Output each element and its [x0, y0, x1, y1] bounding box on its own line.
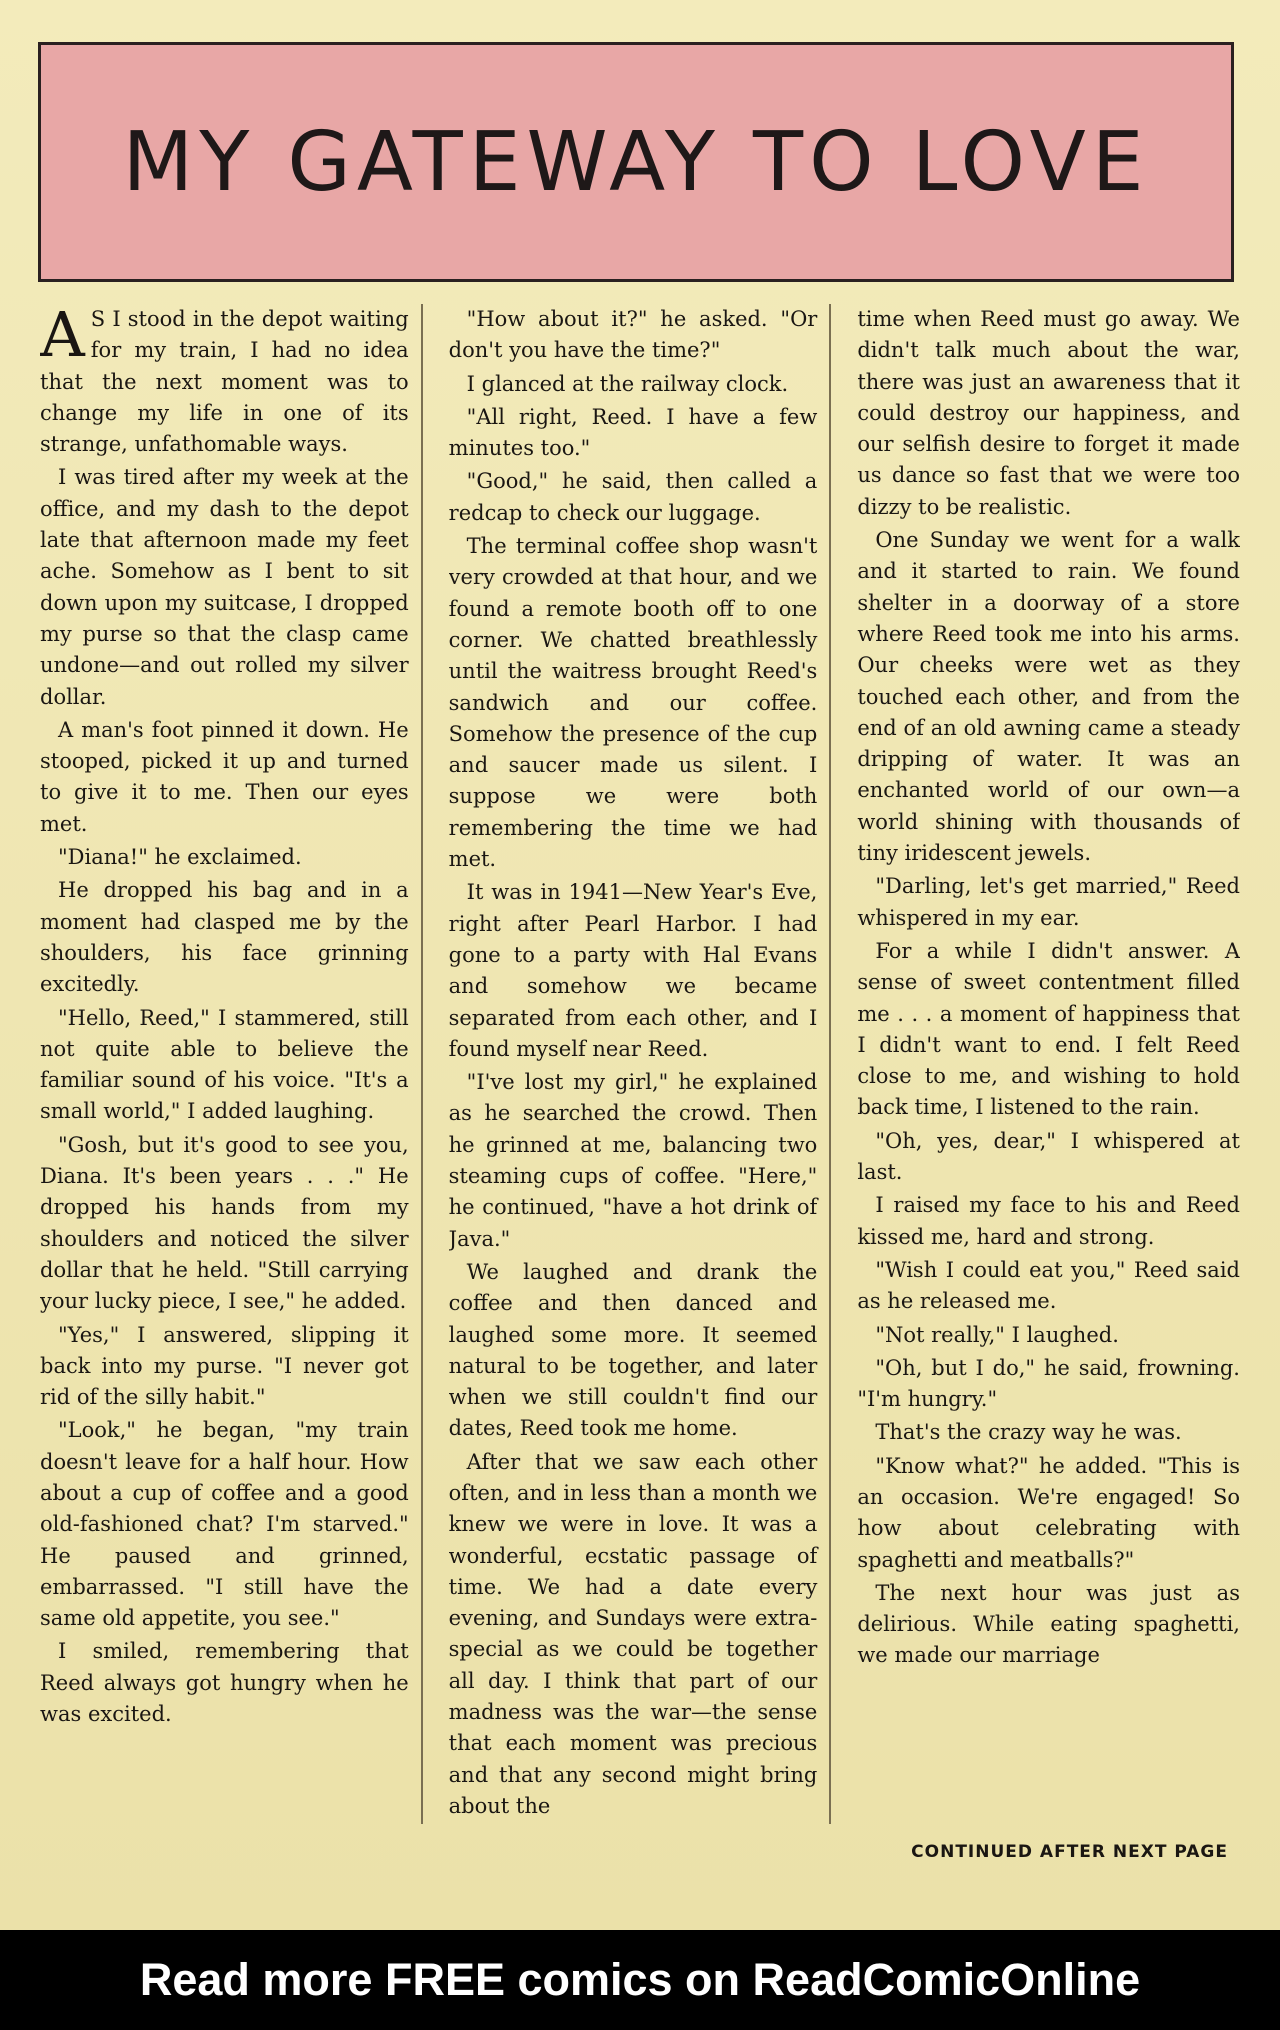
paragraph: One Sunday we went for a walk and it started to rain. We found shelter in a doorway of a store where Reed took me into his arms. Our cheeks were wet as they touched each other, and from the end of an old awning came a steady dripping of water. It was an enchanted world of our own—a world shining with thousands of tiny iridescent jewels.	[857, 528, 1240, 866]
paragraph: The terminal coffee shop wasn't very crowded at that hour, and we found a remote booth off to one corner. We chatted breathlessly until the waitress brought Reed's sandwich and our coffee. Somehow the presence of the cup and saucer made us silent. I suppose we were both remembering the time we had met.	[448, 534, 818, 872]
paragraph: "Darling, let's get married," Reed whispered in my ear.	[857, 874, 1240, 930]
paragraph: time when Reed must go away. We didn't talk much about the war, there was just an awareness that it could destroy our happiness, and our selfish desire to forget it made us dance so fast that we were too dizzy to be realistic.	[857, 307, 1240, 519]
continued-note: CONTINUED AFTER NEXT PAGE	[911, 1842, 1228, 1862]
paragraph: After that we saw each other often, and in less than a month we knew we were in love. It was a wonderful, ecstatic passage of time. We had a date every evening, and Sundays were extra-special as we could be together all day. I think that part of our madness was the war—the sense that each moment was precious and that any second might bring about the	[448, 1449, 818, 1818]
paragraph: "Look," he began, "my train doesn't leave for a half hour. How about a cup of coffee and a good old-fashioned chat? I'm starved." He paused and grinned, embarrassed. "I still have the same old appetite, you see."	[40, 1418, 409, 1631]
text-column-3	[857, 304, 1240, 1824]
paragraph: "Wish I could eat you," Reed said as he released me.	[857, 1257, 1240, 1314]
text-column-1	[40, 304, 423, 1824]
paragraph: For a while I didn't answer. A sense of sweet contentment filled me . . . a moment of happiness that I didn't want to end. I felt Reed close to me, and wishing to hold back time, I listened to the rain.	[857, 938, 1240, 1120]
paragraph: "Hello, Reed," I stammered, still not quite able to believe the familiar sound of his voice. "It's a small world," I added laughing.	[40, 1005, 409, 1124]
footer-banner[interactable]	[0, 1930, 1280, 2030]
title-banner	[38, 42, 1234, 282]
paragraph: I glanced at the railway clock.	[466, 371, 789, 396]
footer-link-text[interactable]: Read more FREE comics on ReadComicOnline	[139, 1954, 1141, 2005]
text-column-2	[449, 304, 832, 1824]
paragraph: He dropped his bag and in a moment had clasped me by the shoulders, his face grinning excitedly.	[40, 878, 409, 997]
paragraph: "Not really," I laughed.	[875, 1322, 1119, 1347]
paragraph: "Yes," I answered, slipping it back into my purse. "I never got rid of the silly habit."	[40, 1322, 409, 1410]
paragraph: "Good," he said, then called a redcap to check our luggage.	[448, 469, 818, 525]
paragraph: We laughed and drank the coffee and then danced and laughed some more. It seemed natural to be together, and later when we still couldn't find our dates, Reed took me home.	[448, 1259, 818, 1441]
paragraph: "How about it?" he asked. "Or don't you have the time?"	[448, 307, 818, 363]
paragraph: It was in 1941—New Year's Eve, right after Pearl Harbor. I had gone to a party with Hal Evans and somehow we became separated from each other, and I found myself near Reed.	[448, 880, 818, 1061]
paragraph: "All right, Reed. I have a few minutes too."	[448, 404, 818, 461]
story-title: MY GATEWAY TO LOVE	[122, 114, 1150, 210]
drop-cap: A	[40, 304, 85, 371]
paragraph: "Diana!" he exclaimed.	[58, 845, 302, 870]
paragraph: "I've lost my girl," he explained as he searched the crowd. Then he grinned at me, balancing two steaming cups of coffee. "Here," he continued, "have a hot drink of Java."	[448, 1070, 818, 1251]
paragraph: "Know what?" he added. "This is an occasion. We're engaged! So how about celebrating with spaghetti and meatballs?"	[857, 1453, 1240, 1572]
paragraph: That's the crazy way he was.	[875, 1420, 1182, 1445]
paragraph: A man's foot pinned it down. He stooped, picked it up and turned to give it to me. Then our eyes met.	[40, 717, 409, 836]
paragraph: The next hour was just as delirious. While eating spaghetti, we made our marriage	[857, 1580, 1240, 1668]
paragraph: I raised my face to his and Reed kissed me, hard and strong.	[857, 1193, 1240, 1249]
paragraph: "Oh, yes, dear," I whispered at last.	[857, 1128, 1240, 1185]
paragraph: "Gosh, but it's good to see you, Diana. It's been years . . ." He dropped his hands from my shoulders and noticed the silver dollar that he held. "Still carrying your lucky piece, I see," he added.	[40, 1132, 409, 1314]
paragraph: I was tired after my week at the office, and my dash to the depot late that afternoon made my feet ache. Somehow as I bent to sit down upon my suitcase, I dropped my purse so that the clasp came undone—and out rolled my silver dollar.	[40, 465, 409, 709]
story-body	[40, 304, 1240, 1824]
paragraph: "Oh, but I do," he said, frowning. "I'm hungry."	[857, 1355, 1240, 1412]
paragraph: A S I stood in the depot waiting for my train, I had no idea that the next moment was to change my life in one of its strange, unfathomable ways.	[40, 304, 409, 457]
paragraph: I smiled, remembering that Reed always got hungry when he was excited.	[40, 1639, 409, 1727]
